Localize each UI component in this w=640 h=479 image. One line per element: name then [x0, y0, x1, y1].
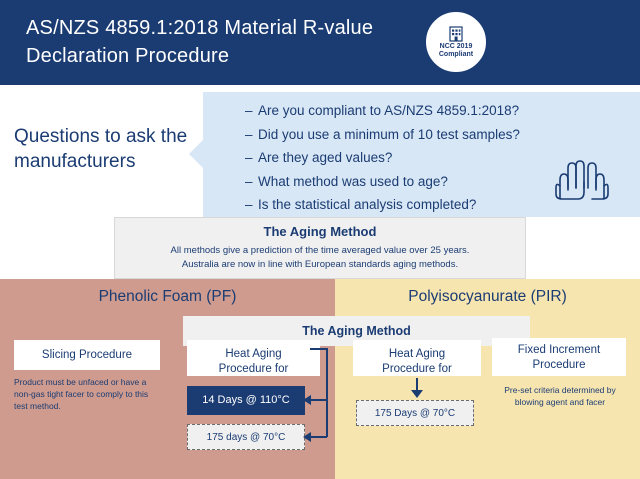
pf-arrow-icon-2 [303, 432, 311, 442]
pir-heat-aging-box [353, 340, 481, 376]
list-item [245, 170, 575, 194]
ncc-compliance-badge [424, 10, 488, 74]
question-text: Is the statistical analysis completed? [258, 197, 477, 212]
questions-heading: Questions to ask the manufacturers [14, 126, 188, 172]
dash-marker: – [245, 173, 253, 189]
fixed-increment-note: Pre-set criteria determined by blowing agent and facer [504, 385, 616, 407]
dash-marker: – [245, 197, 253, 212]
column-polyisocyanurate [335, 279, 640, 479]
pir-heat-aging-line-2: Procedure for [382, 363, 452, 375]
pf-option-alternate[interactable]: 175 days @ 70°C [187, 424, 305, 450]
pir-heat-aging-line-1: Heat Aging [388, 348, 446, 360]
list-item [245, 193, 575, 217]
question-text: What method was used to age? [258, 173, 448, 189]
pf-arrow-icon-1 [303, 395, 311, 405]
aging-method-band-title: The Aging Method [302, 324, 411, 338]
fixed-increment-box [492, 338, 626, 376]
page-title: AS/NZS 4859.1:2018 Material R-value Declaration Procedure [26, 17, 374, 67]
aging-method-summary-title: The Aging Method [263, 224, 377, 239]
dash-marker: – [245, 150, 253, 165]
question-text: Are they aged values? [258, 150, 393, 165]
slicing-procedure-note: Product must be unfaced or have a non-gas tight facer to comply to this test method. [14, 377, 149, 411]
fixed-increment-line-2: Procedure [532, 359, 586, 371]
slicing-procedure-box [14, 340, 160, 370]
list-item [245, 146, 575, 170]
pf-connector-top [310, 348, 327, 350]
aging-method-summary-body [115, 244, 525, 272]
slicing-procedure-label: Slicing Procedure [41, 349, 133, 361]
questions-list [245, 99, 575, 217]
aging-summary-line-1: All methods give a prediction of the time averaged value over 25 years. [170, 245, 470, 256]
question-text: Did you use a minimum of 10 test samples? [258, 126, 520, 142]
list-item [245, 99, 575, 123]
fixed-increment-line-1: Fixed Increment [517, 344, 601, 356]
raised-hands-icon [552, 152, 612, 200]
dash-marker: – [245, 103, 253, 118]
pf-connector-branch-1 [310, 399, 327, 401]
badge-line-2: Compliant [438, 51, 474, 58]
pf-option-selected[interactable]: 14 Days @ 110°C [187, 386, 305, 415]
question-text: Are you compliant to AS/NZS 4859.1:2018? [258, 103, 520, 118]
dash-marker: – [245, 126, 253, 142]
header-bar [0, 0, 640, 85]
pf-heat-aging-box [187, 340, 320, 376]
list-item [245, 123, 575, 147]
pir-arrow-down-icon [411, 390, 423, 398]
pf-connector-vertical [326, 348, 328, 437]
pf-heat-aging-line-2: Procedure for [218, 363, 289, 375]
pir-option[interactable]: 175 Days @ 70°C [356, 400, 474, 426]
building-icon [449, 25, 463, 42]
aging-method-summary-box [114, 217, 526, 279]
column-title-pir: Polyisocyanurate (PIR) [408, 288, 567, 305]
column-title-pf: Phenolic Foam (PF) [98, 288, 237, 305]
badge-line-1: NCC 2019 [439, 43, 473, 50]
aging-summary-line-2: Australia are now in line with European standards aging methods. [181, 259, 459, 270]
pf-connector-branch-2 [310, 436, 327, 438]
pf-heat-aging-line-1: Heat Aging [225, 348, 282, 360]
